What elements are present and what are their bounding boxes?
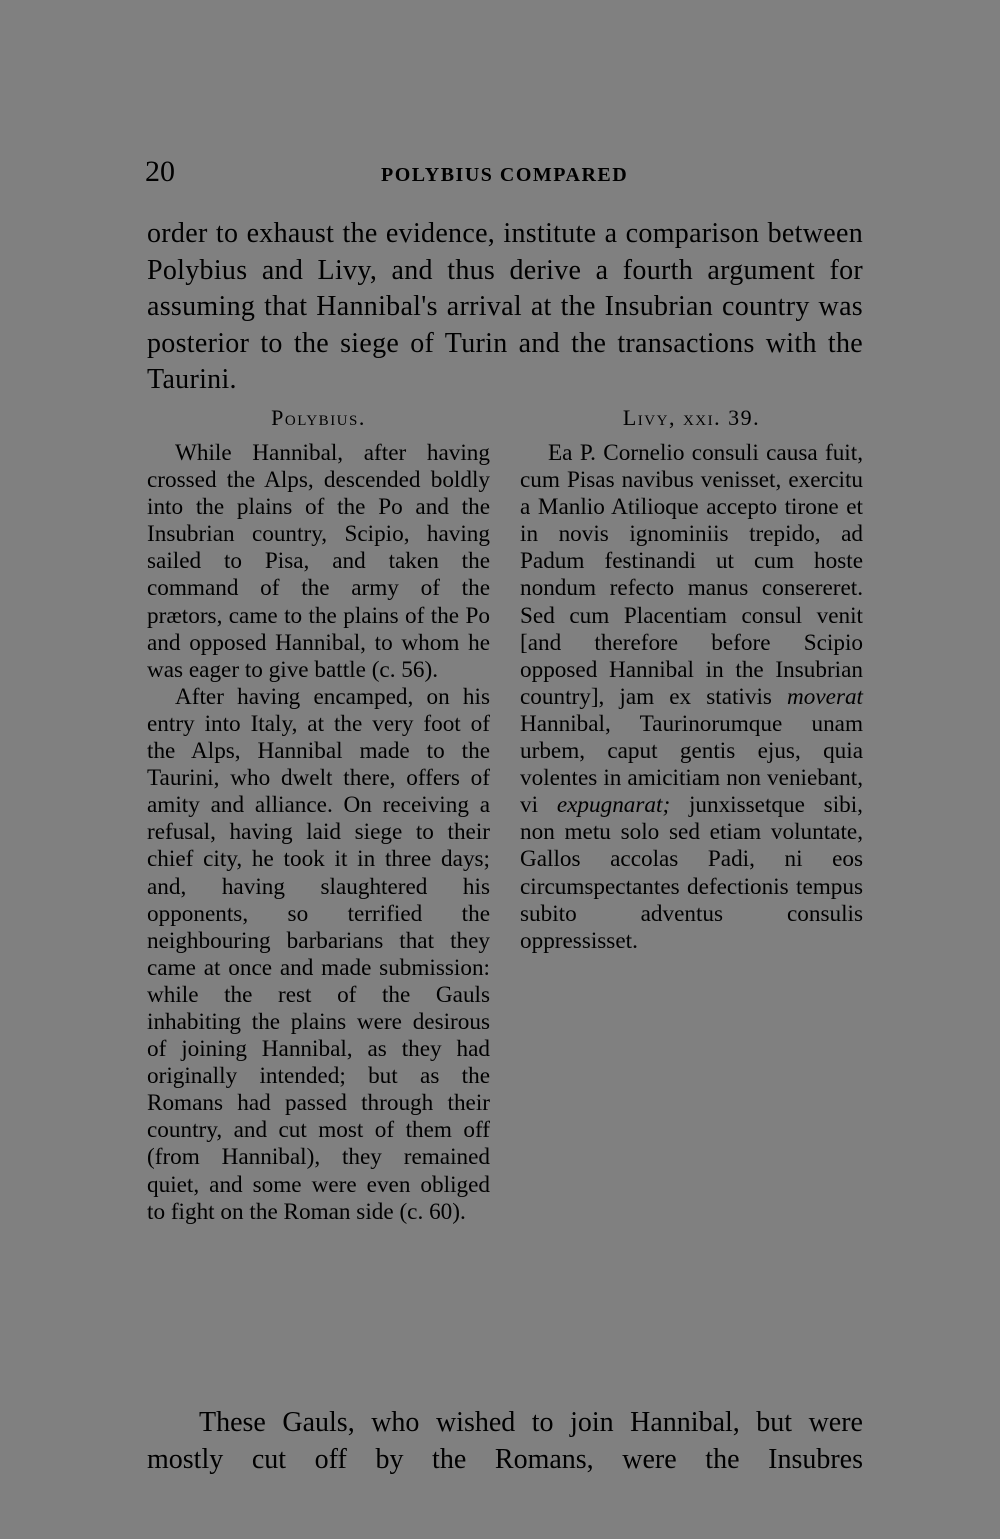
polybius-heading: Polybius.	[271, 405, 366, 430]
page-number: 20	[145, 155, 175, 188]
polybius-paragraph-1: While Hannibal, after having crossed the Alps, descended boldly into the plains of the Po and the Insubrian country, Scipio, having sailed to Pisa, and taken the command of the army of the prætors, came to the plains of the Po and opposed Hannibal, to whom he was eager to give battle (c. 56).	[147, 440, 490, 683]
livy-italic-expugnarat: expugnarat;	[556, 792, 671, 819]
livy-text-part-1: Ea P. Cornelio consuli causa fuit, cum Pisas navibus venisset, exercitu a Manlio Atilioque accepto tirone et in novis ignominiis trepido, ad Padum festinandi ut cum hoste nondum refecto manus consereret. Sed cum Placentiam consul venit [and therefore before Scipio opposed Hannibal in the Insubrian country], jam ex stativis	[520, 440, 863, 710]
livy-heading: Livy, xxi. 39.	[622, 405, 761, 430]
livy-text-part-3: junxissetque sibi, non metu solo sed etiam voluntate, Gallos accolas Padi, ni eos circumspectantes defectionis tempus subito adventus consulis oppressisset.	[520, 792, 863, 954]
livy-column	[520, 403, 863, 955]
polybius-paragraph-2: After having encamped, on his entry into Italy, at the very foot of the Alps, Hannibal made to the Taurini, who dwelt there, offers of amity and alliance. On receiving a refusal, having laid siege to their chief city, he took it in three days; and, having slaughtered his opponents, so terrified the neighbouring barbarians that they came at once and made submission: while the rest of the Gauls inhabiting the plains were desirous of joining Hannibal, as they had originally intended; but as the Romans had passed through their country, and cut most of them off (from Hannibal), they remained quiet, and some were even obliged to fight on the Roman side (c. 60).	[147, 683, 490, 1225]
intro-paragraph: order to exhaust the evidence, institute a comparison between Polybius and Livy, and thus derive a fourth argument for assuming that Hannibal's arrival at the Insubrian country was posterior to the siege of Turin and the transactions with the Taurini.	[147, 218, 863, 395]
closing-paragraph: These Gauls, who wished to join Hannibal, but were mostly cut off by the Romans, were the Insubres	[147, 1407, 863, 1475]
running-title: POLYBIUS COMPARED	[381, 164, 629, 186]
livy-italic-moverat: moverat	[787, 683, 863, 710]
polybius-column	[147, 403, 490, 1226]
livy-paragraph	[520, 440, 863, 955]
livy-text-part-2: Hannibal, Taurinorumque unam urbem, caput gentis ejus, quia volentes in amicitiam non veniebant, vi	[520, 710, 863, 819]
